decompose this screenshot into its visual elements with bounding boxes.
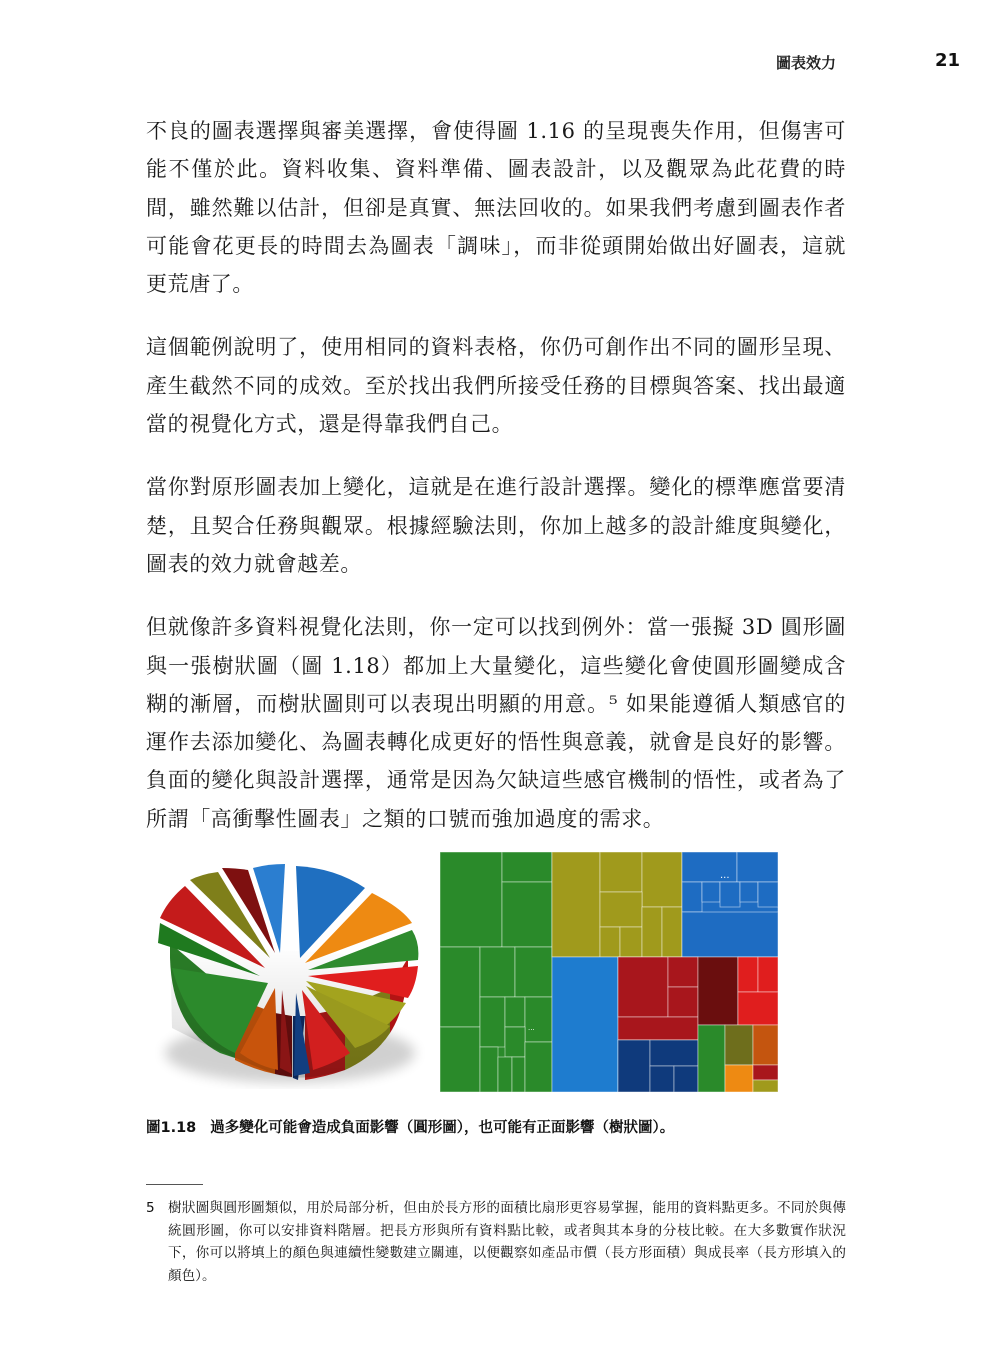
figure-caption-label: 圖1.18: [146, 1120, 197, 1136]
body-text: [146, 112, 846, 863]
footnote: [146, 1197, 846, 1287]
paragraph-4: 但就像許多資料視覺化法則，你一定可以找到例外：當一張擬 3D 圓形圖與一張樹狀圖（圖 1.18）都加上大量變化，這些變化會使圓形圖變成含糊的漸層，而樹狀圖則可以表現出明顯的用意。⁵ 如果能遵循人類感官的運作去添加變化、為圖表轉化成更好的悟性與意義，就會是良好的影響。負面的變化與設計選擇，通常是因為欠缺這些感官機制的悟性，或者為了所謂「高衝擊性圖表」之類的口號而強加過度的需求。: [146, 615, 846, 831]
treemap-darkred-block: [698, 957, 738, 1025]
footnote-text: 樹狀圖與圓形圖類似，用於局部分析，但由於長方形的面積比扇形更容易掌握，能用的資料點更多。不同於與傳統圓形圖，你可以安排資料階層。把長方形與所有資料點比較，或者與其本身的分枝比較。在大多數實作狀況下，你可以將填上的顏色與連續性變數建立關連，以便觀察如產品市價（長方形面積）與成長率（長方形填入的顏色）。: [168, 1200, 846, 1284]
paragraph-2: 這個範例說明了，使用相同的資料表格，你仍可創作出不同的圖形呈現、產生截然不同的成效。至於找出我們所接受任務的目標與答案、找出最適當的視覺化方式，還是得靠我們自己。: [146, 335, 846, 437]
treemap-illustration: [440, 852, 778, 1092]
figure-caption: [146, 1116, 846, 1137]
footnote-divider: [146, 1184, 203, 1185]
paragraph-3: 當你對原形圖表加上變化，這就是在進行設計選擇。變化的標準應當要清楚，且契合任務與觀眾。根據經驗法則，你加上越多的設計維度與變化，圖表的效力就會越差。: [146, 475, 846, 576]
pie-chart-3d-illustration: [150, 848, 425, 1093]
treemap-lightblue-block: [552, 957, 618, 1092]
page-number: 21: [934, 50, 960, 71]
running-header-title: 圖表效力: [776, 54, 837, 72]
treemap-ellipsis-blue: ...: [720, 870, 730, 881]
paragraph-1: 不良的圖表選擇與審美選擇，會使得圖 1.16 的呈現喪失作用，但傷害可能不僅於此。資料收集、資料準備、圖表設計，以及觀眾為此花費的時間，雖然難以估計，但卻是真實、無法回收的。如果我們考慮到圖表作者可能會花更長的時間去為圖表「調味」，而非從頭開始做出好圖表，這就更荒唐了。: [146, 119, 846, 297]
treemap-ellipsis-green: ...: [528, 1024, 535, 1032]
figure-1-18: [150, 848, 790, 1098]
footnote-number: 5: [146, 1200, 155, 1216]
figure-caption-text: 過多變化可能會造成負面影響（圓形圖），也可能有正面影響（樹狀圖）。: [210, 1120, 675, 1136]
